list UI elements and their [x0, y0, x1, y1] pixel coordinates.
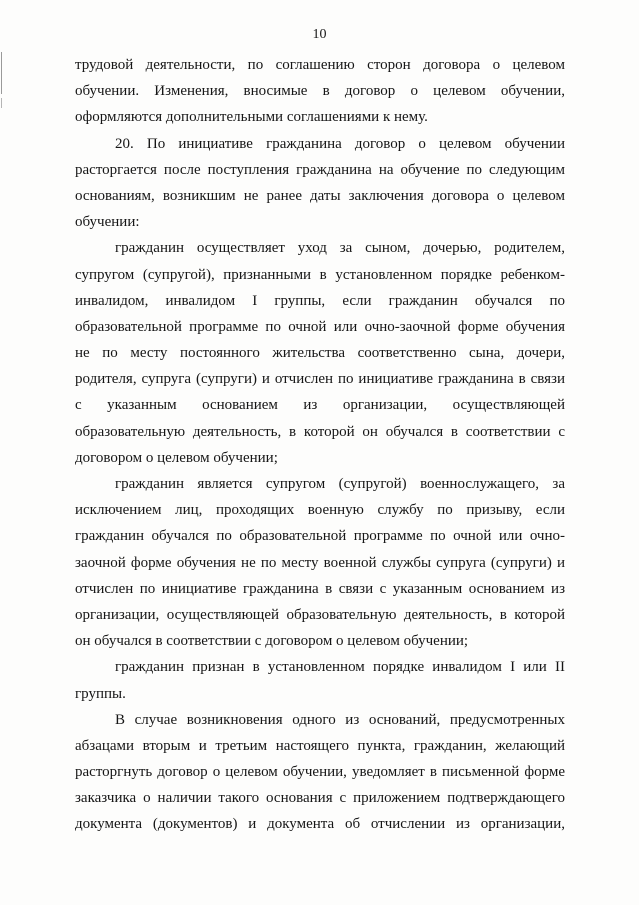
text-line: оформляются дополнительными соглашениями к нему. — [75, 109, 428, 126]
paragraph — [75, 131, 565, 236]
text-line: абзацами вторым и третьим настоящего пункта, гражданин, желающий — [75, 737, 565, 754]
text-line: заказчика о наличии такого основания с приложением подтверждающего — [75, 790, 565, 807]
text-line: образовательную деятельность, в которой он обучался в соответствии с — [75, 423, 565, 440]
text-line: основаниям, возникшим не ранее даты заключения договора о целевом — [75, 187, 565, 204]
document-body — [75, 52, 565, 838]
text-line: он обучался в соответствии с договором о целевом обучении; — [75, 633, 469, 650]
page-number: 10 — [312, 27, 327, 42]
text-line: гражданин обучался по образовательной программе по очной или очно- — [75, 528, 565, 545]
text-line: заочной форме обучения не по месту военной службы супруга (супруги) и — [75, 554, 565, 571]
text-line: договором о целевом обучении; — [75, 449, 278, 466]
text-line: организации, осуществляющей образовательную деятельность, в которой — [75, 606, 565, 623]
text-line: обучении. Изменения, вносимые в договор о целевом обучении, — [75, 83, 565, 100]
text-line: 20. По инициативе гражданина договор о целевом обучении — [115, 135, 565, 152]
text-line: супругом (супругой), признанными в установленном порядке ребенком- — [75, 266, 565, 283]
text-line: инвалидом, инвалидом I группы, если гражданин обучался по — [75, 292, 565, 309]
text-line: родителя, супруга (супруги) и отчислен по инициативе гражданина в связи — [75, 371, 565, 388]
text-line: трудовой деятельности, по соглашению сторон договора о целевом — [75, 57, 565, 73]
text-line: В случае возникновения одного из оснований, предусмотренных — [115, 711, 565, 728]
text-line: гражданин признан в установленном порядке инвалидом I или II — [115, 659, 565, 676]
paragraph — [75, 707, 565, 838]
paragraph — [75, 235, 565, 471]
paragraph — [75, 471, 565, 654]
text-line: с указанным основанием из организации, осуществляющей — [75, 397, 565, 414]
text-line: образовательной программе по очной или очно-заочной форме обучения — [75, 318, 565, 335]
text-line: не по месту постоянного жительства соответственно сына, дочери, — [75, 345, 565, 362]
scan-edge-mark — [1, 98, 2, 108]
text-line: расторгается после поступления гражданина на обучение по следующим — [75, 161, 565, 178]
text-line: документа (документов) и документа об отчислении из организации, — [75, 816, 565, 833]
scan-edge-mark — [1, 52, 2, 94]
paragraph — [75, 52, 565, 131]
text-line: исключением лиц, проходящих военную службу по призыву, если — [75, 502, 565, 519]
text-line: гражданин является супругом (супругой) военнослужащего, за — [115, 476, 565, 492]
paragraph — [75, 654, 565, 706]
text-line: расторгнуть договор о целевом обучении, уведомляет в письменной форме — [75, 764, 565, 781]
text-line: группы. — [75, 685, 126, 702]
text-line: гражданин осуществляет уход за сыном, дочерью, родителем, — [115, 240, 565, 257]
text-line: обучении: — [75, 214, 140, 231]
text-line: отчислен по инициативе гражданина в связи с указанным основанием из — [75, 580, 565, 597]
